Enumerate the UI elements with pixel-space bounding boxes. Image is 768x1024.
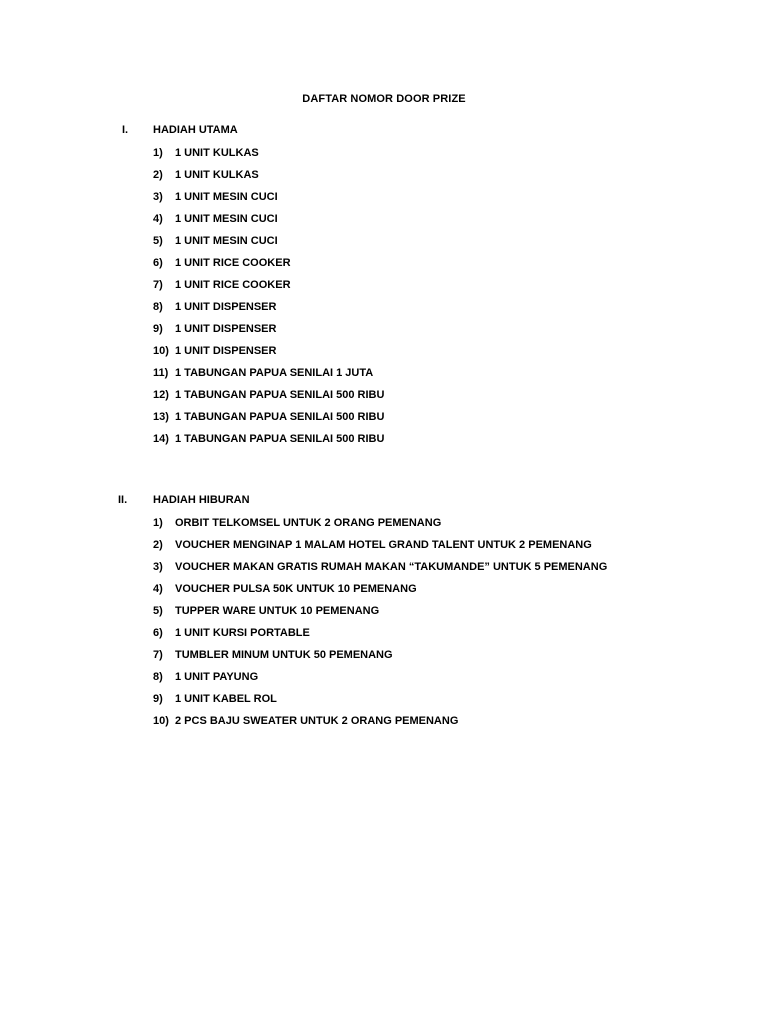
item-text: 1 UNIT MESIN CUCI <box>175 235 278 247</box>
list-item <box>0 605 768 627</box>
item-number: 10) <box>153 715 169 727</box>
list-item <box>0 561 768 583</box>
item-text: 1 UNIT KURSI PORTABLE <box>175 627 310 639</box>
item-number: 10) <box>153 345 169 357</box>
item-number: 6) <box>153 257 163 269</box>
section-numeral: I. <box>122 124 129 136</box>
section-heading <box>0 124 768 139</box>
list-item <box>0 433 768 455</box>
item-text: 1 TABUNGAN PAPUA SENILAI 500 RIBU <box>175 389 385 401</box>
list-item <box>0 583 768 605</box>
item-text: VOUCHER MAKAN GRATIS RUMAH MAKAN “TAKUMANDE” UNTUK 5 PEMENANG <box>175 561 608 573</box>
item-number: 3) <box>153 561 163 573</box>
list-item <box>0 693 768 715</box>
section-heading-label: HADIAH UTAMA <box>153 124 238 136</box>
section-hadiah-utama <box>0 124 768 445</box>
list-item <box>0 279 768 301</box>
item-number: 2) <box>153 539 163 551</box>
list-item <box>0 389 768 411</box>
list-item <box>0 649 768 671</box>
list-item <box>0 213 768 235</box>
item-text: 1 UNIT DISPENSER <box>175 323 277 335</box>
list-item <box>0 411 768 433</box>
list-item <box>0 517 768 539</box>
list-item <box>0 715 768 737</box>
item-text: 1 UNIT DISPENSER <box>175 301 277 313</box>
item-text: 2 PCS BAJU SWEATER UNTUK 2 ORANG PEMENANG <box>175 715 459 727</box>
list-item <box>0 235 768 257</box>
item-text: 1 UNIT RICE COOKER <box>175 257 291 269</box>
item-text: 1 TABUNGAN PAPUA SENILAI 1 JUTA <box>175 367 374 379</box>
item-text: TUPPER WARE UNTUK 10 PEMENANG <box>175 605 380 617</box>
list-item <box>0 539 768 561</box>
prize-list-utama <box>0 147 768 455</box>
item-number: 4) <box>153 583 163 595</box>
item-number: 4) <box>153 213 163 225</box>
item-text: 1 TABUNGAN PAPUA SENILAI 500 RIBU <box>175 433 385 445</box>
item-text: 1 UNIT KULKAS <box>175 169 259 181</box>
item-text: 1 UNIT RICE COOKER <box>175 279 291 291</box>
section-heading <box>0 494 768 509</box>
section-heading-label: HADIAH HIBURAN <box>153 494 250 506</box>
item-text: 1 UNIT DISPENSER <box>175 345 277 357</box>
list-item <box>0 191 768 213</box>
list-item <box>0 147 768 169</box>
item-number: 3) <box>153 191 163 203</box>
list-item <box>0 671 768 693</box>
item-number: 9) <box>153 323 163 335</box>
item-number: 14) <box>153 433 169 445</box>
item-text: 1 UNIT MESIN CUCI <box>175 191 278 203</box>
item-number: 7) <box>153 279 163 291</box>
item-text: 1 UNIT MESIN CUCI <box>175 213 278 225</box>
item-text: 1 UNIT KABEL ROL <box>175 693 277 705</box>
list-item <box>0 345 768 367</box>
document-title: DAFTAR NOMOR DOOR PRIZE <box>302 93 466 105</box>
item-number: 1) <box>153 517 163 529</box>
item-text: TUMBLER MINUM UNTUK 50 PEMENANG <box>175 649 393 661</box>
list-item <box>0 169 768 191</box>
list-item <box>0 627 768 649</box>
section-hadiah-hiburan <box>0 494 768 727</box>
item-number: 5) <box>153 605 163 617</box>
list-item <box>0 323 768 345</box>
item-number: 11) <box>153 367 169 379</box>
prize-list-hiburan <box>0 517 768 737</box>
item-text: VOUCHER MENGINAP 1 MALAM HOTEL GRAND TALENT UNTUK 2 PEMENANG <box>175 539 592 551</box>
item-number: 6) <box>153 627 163 639</box>
section-numeral: II. <box>118 494 128 506</box>
item-text: ORBIT TELKOMSEL UNTUK 2 ORANG PEMENANG <box>175 517 442 529</box>
item-number: 8) <box>153 301 163 313</box>
item-number: 2) <box>153 169 163 181</box>
list-item <box>0 367 768 389</box>
item-number: 9) <box>153 693 163 705</box>
item-number: 8) <box>153 671 163 683</box>
item-text: 1 UNIT KULKAS <box>175 147 259 159</box>
item-number: 13) <box>153 411 169 423</box>
item-text: VOUCHER PULSA 50K UNTUK 10 PEMENANG <box>175 583 417 595</box>
list-item <box>0 257 768 279</box>
item-number: 1) <box>153 147 163 159</box>
list-item <box>0 301 768 323</box>
item-number: 5) <box>153 235 163 247</box>
item-number: 7) <box>153 649 163 661</box>
item-text: 1 TABUNGAN PAPUA SENILAI 500 RIBU <box>175 411 385 423</box>
item-text: 1 UNIT PAYUNG <box>175 671 259 683</box>
item-number: 12) <box>153 389 169 401</box>
